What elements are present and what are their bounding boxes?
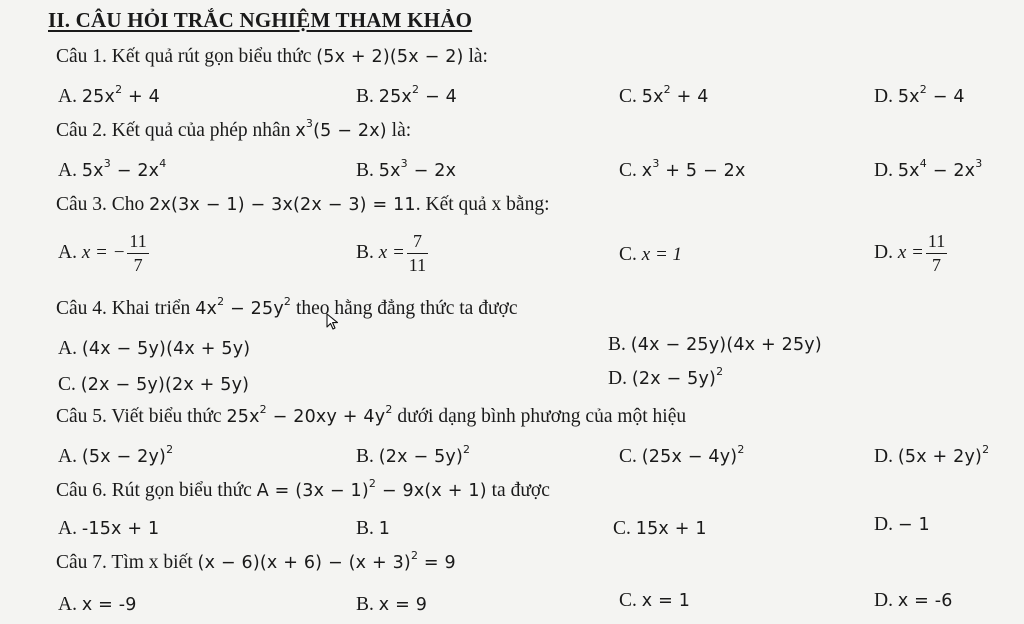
question-3-option-b: B. x = $\frac{7}{11}$ (356, 231, 427, 275)
question-2-option-c: C. $x^3 + 5 - 2x$ (619, 157, 746, 181)
question-3: Câu 3. Cho 2x(3x − 1) − 3x(2x − 3) = 11. Kết quả x bằng: (56, 194, 550, 215)
question-1 (56, 46, 488, 68)
question-6-option-b: B. 1 (356, 518, 391, 539)
question-1-option-a: A. $25x^2 + 4$ (58, 83, 161, 107)
question-3-option-c: C. x = 1 (619, 244, 683, 265)
question-1-label: Câu 1. Kết quả rút gọn biểu thức (56, 46, 312, 67)
question-1-option-c: C. $5x^2 + 4$ (619, 83, 709, 107)
question-6-option-d: D. − 1 (874, 514, 930, 535)
question-4-expression: $4x^2 - 25y^2$ (195, 295, 292, 319)
question-6-option-a: A. -15x + 1 (58, 518, 160, 539)
question-7-expression: $(x - 6)(x + 6) - (x + 3)^2 = 9$ (197, 549, 456, 573)
question-4-option-a: A. (4x − 5y)(4x + 5y) (58, 338, 251, 359)
question-7-option-a: A. x = -9 (58, 594, 137, 615)
question-2: Câu 2. Kết quả của phép nhân $x^3(5 - 2x)$ là: (56, 117, 412, 141)
question-5-option-c: C. $(25x - 4y)^2$ (619, 443, 745, 467)
question-3-option-a: A. x = − $\frac{11}{7}$ (58, 231, 147, 275)
question-7-option-c: C. x = 1 (619, 590, 691, 611)
question-6-expression: $A = (3x - 1)^2 - 9x(x + 1)$ (256, 477, 487, 501)
section-title: II. CÂU HỎI TRẮC NGHIỆM THAM KHẢO (48, 8, 473, 32)
question-7-option-d: D. x = -6 (874, 590, 953, 611)
question-4-option-d: D. $(2x - 5y)^2$ (608, 365, 724, 389)
question-2-option-a: A. $5x^3 - 2x^4$ (58, 157, 167, 181)
question-4-option-b: B. (4x − 25y)(4x + 25y) (608, 334, 822, 355)
question-5-option-d: D. $(5x + 2y)^2$ (874, 443, 990, 467)
question-5-option-b: B. $(2x - 5y)^2$ (356, 443, 471, 467)
question-4: Câu 4. Khai triển $4x^2 - 25y^2$ theo hằng đẳng thức ta được (56, 295, 518, 319)
question-2-option-b: B. $5x^3 - 2x$ (356, 157, 457, 181)
question-6-option-c: C. 15x + 1 (613, 518, 707, 539)
question-2-option-d: D. $5x^4 - 2x^3$ (874, 157, 983, 181)
question-3-expression: 2x(3x − 1) − 3x(2x − 3) = 11 (149, 195, 416, 215)
question-1-option-d: D. $5x^2 - 4$ (874, 83, 965, 107)
question-5-option-a: A. $(5x - 2y)^2$ (58, 443, 174, 467)
question-7-option-b: B. x = 9 (356, 594, 428, 615)
question-1-option-b: B. $25x^2 - 4$ (356, 83, 457, 107)
mouse-cursor-icon (326, 313, 340, 331)
question-5: Câu 5. Viết biểu thức $25x^2 - 20xy + 4y^2$ dưới dạng bình phương của một hiệu (56, 403, 687, 427)
question-3-option-d: D. x = $\frac{11}{7}$ (874, 231, 946, 275)
question-6: Câu 6. Rút gọn biểu thức $A = (3x - 1)^2 - 9x(x + 1)$ ta được (56, 477, 550, 501)
question-2-expression: $x^3(5 - 2x)$ (295, 117, 387, 141)
question-4-option-c: C. (2x − 5y)(2x + 5y) (58, 374, 250, 395)
question-1-expression: (5x + 2)(5x − 2) (316, 47, 464, 67)
question-5-expression: $25x^2 - 20xy + 4y^2$ (226, 403, 393, 427)
question-1-tail: là: (468, 46, 488, 67)
question-7: Câu 7. Tìm x biết $(x - 6)(x + 6) - (x + 3)^2 = 9$ (56, 549, 456, 573)
